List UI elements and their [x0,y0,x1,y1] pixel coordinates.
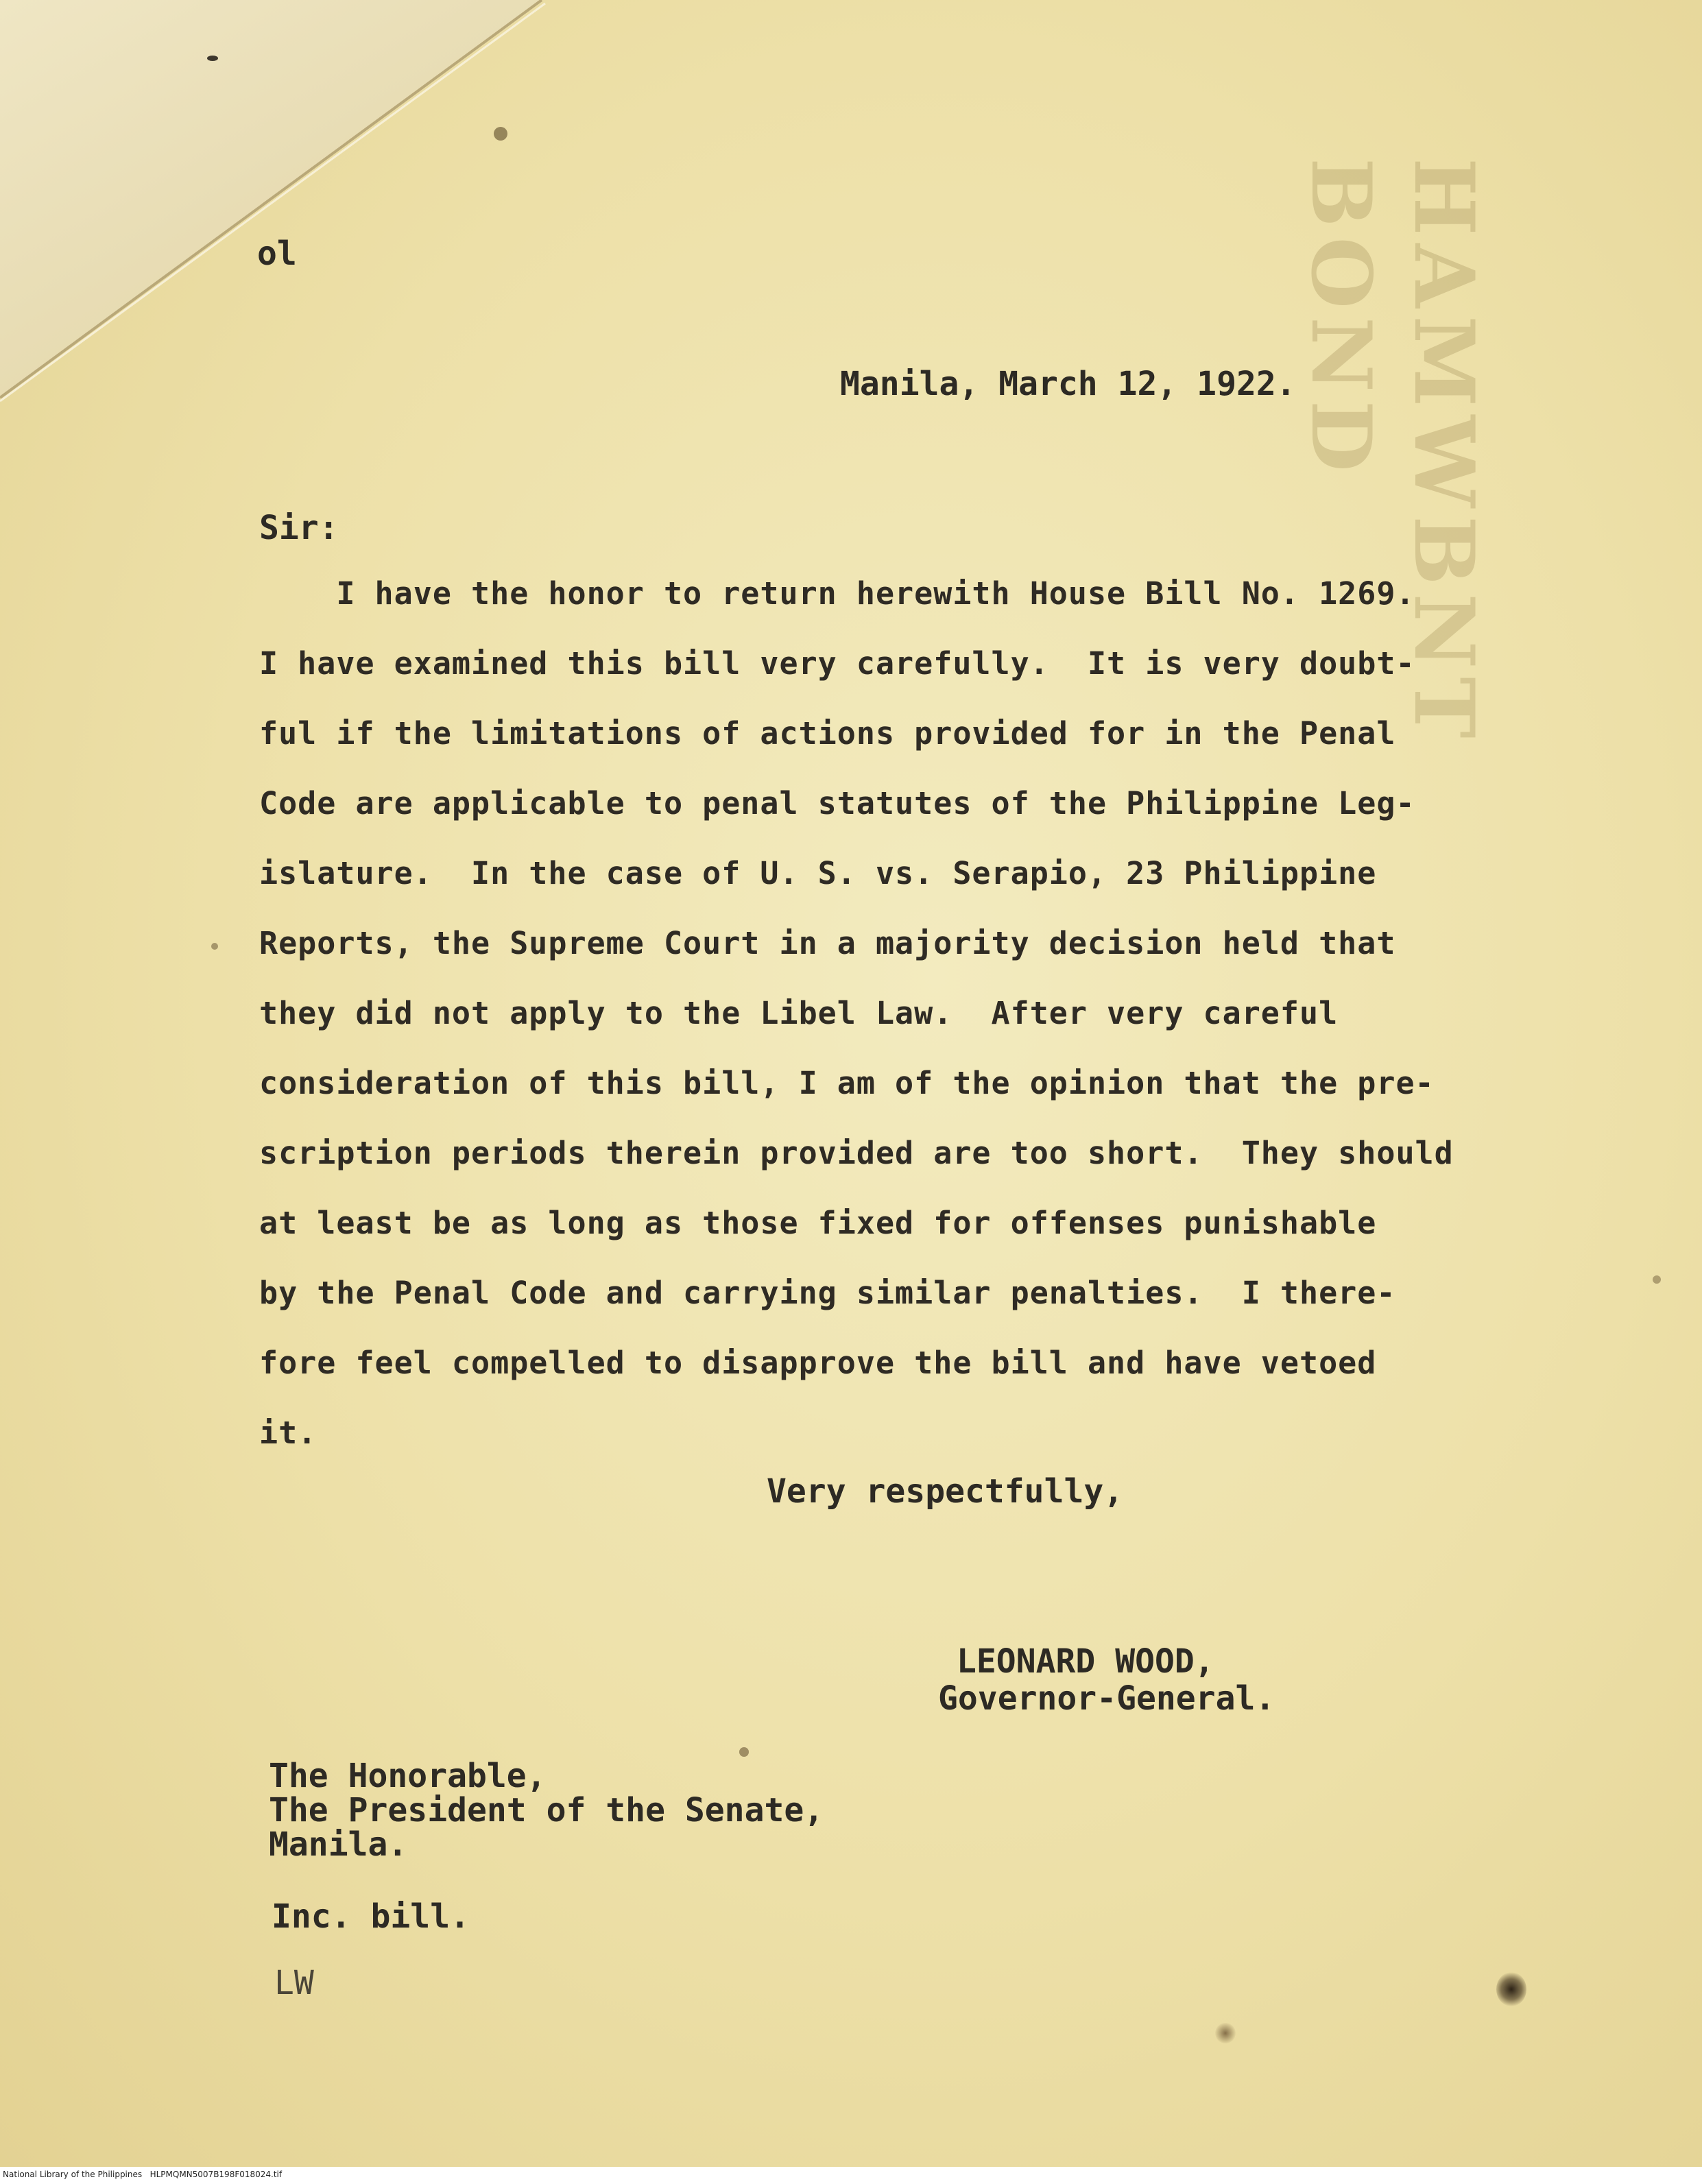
addressee-line: The President of the Senate, [269,1791,824,1829]
emboss-line: HAMWBNT [1395,158,1492,747]
body-line: Reports, the Supreme Court in a majority decision held that [259,925,1396,961]
signature-name: LEONARD WOOD, [957,1642,1214,1681]
body-line: scription periods therein provided are too short. They should [259,1135,1454,1171]
body-line: ful if the limitations of actions provided for in the Penal [259,715,1396,752]
foxing-spot [494,127,507,141]
body-line: consideration of this bill, I am of the opinion that the pre- [259,1065,1435,1101]
body-line: fore feel compelled to disapprove the bill and have vetoed [259,1345,1377,1381]
fold-crease [0,0,549,411]
archive-label: National Library of the Philippines HLPMQMN5007B198F018024.tif [3,2170,283,2179]
body-line: by the Penal Code and carrying similar penalties. I there- [259,1275,1396,1311]
addressee-line: Manila. [269,1825,408,1864]
body-line: islature. In the case of U. S. vs. Serapio, 23 Philippine [259,855,1377,891]
foxing-spot [739,1747,749,1757]
emboss-line: BOND [1293,158,1389,480]
foxing-spot [1215,2023,1236,2043]
foxing-spot [211,943,218,950]
date-line: Manila, March 12, 1922. [840,365,1296,403]
enclosure-note: Inc. bill. [272,1897,470,1936]
foxing-spot [207,56,218,61]
foxing-spot [1496,1972,1526,2006]
body-line: I have examined this bill very carefully. It is very doubt- [259,645,1415,682]
body-line: they did not apply to the Libel Law. After very careful [259,995,1339,1031]
salutation: Sir: [259,509,339,547]
addressee-line: The Honorable, [269,1757,547,1795]
file-code: ol [257,235,297,273]
body-line: I have the honor to return herewith House Bill No. 1269. [259,575,1415,612]
body-line: it. [259,1415,317,1451]
body-line: at least be as long as those fixed for offenses punishable [259,1205,1377,1241]
initials: LW [274,1964,314,2002]
signature-title: Governor-General. [938,1679,1275,1718]
closing: Very respectfully, [767,1472,1124,1511]
letter-body [259,559,1583,1468]
body-line: Code are applicable to penal statutes of the Philippine Leg- [259,785,1415,821]
foxing-spot [1653,1275,1661,1284]
